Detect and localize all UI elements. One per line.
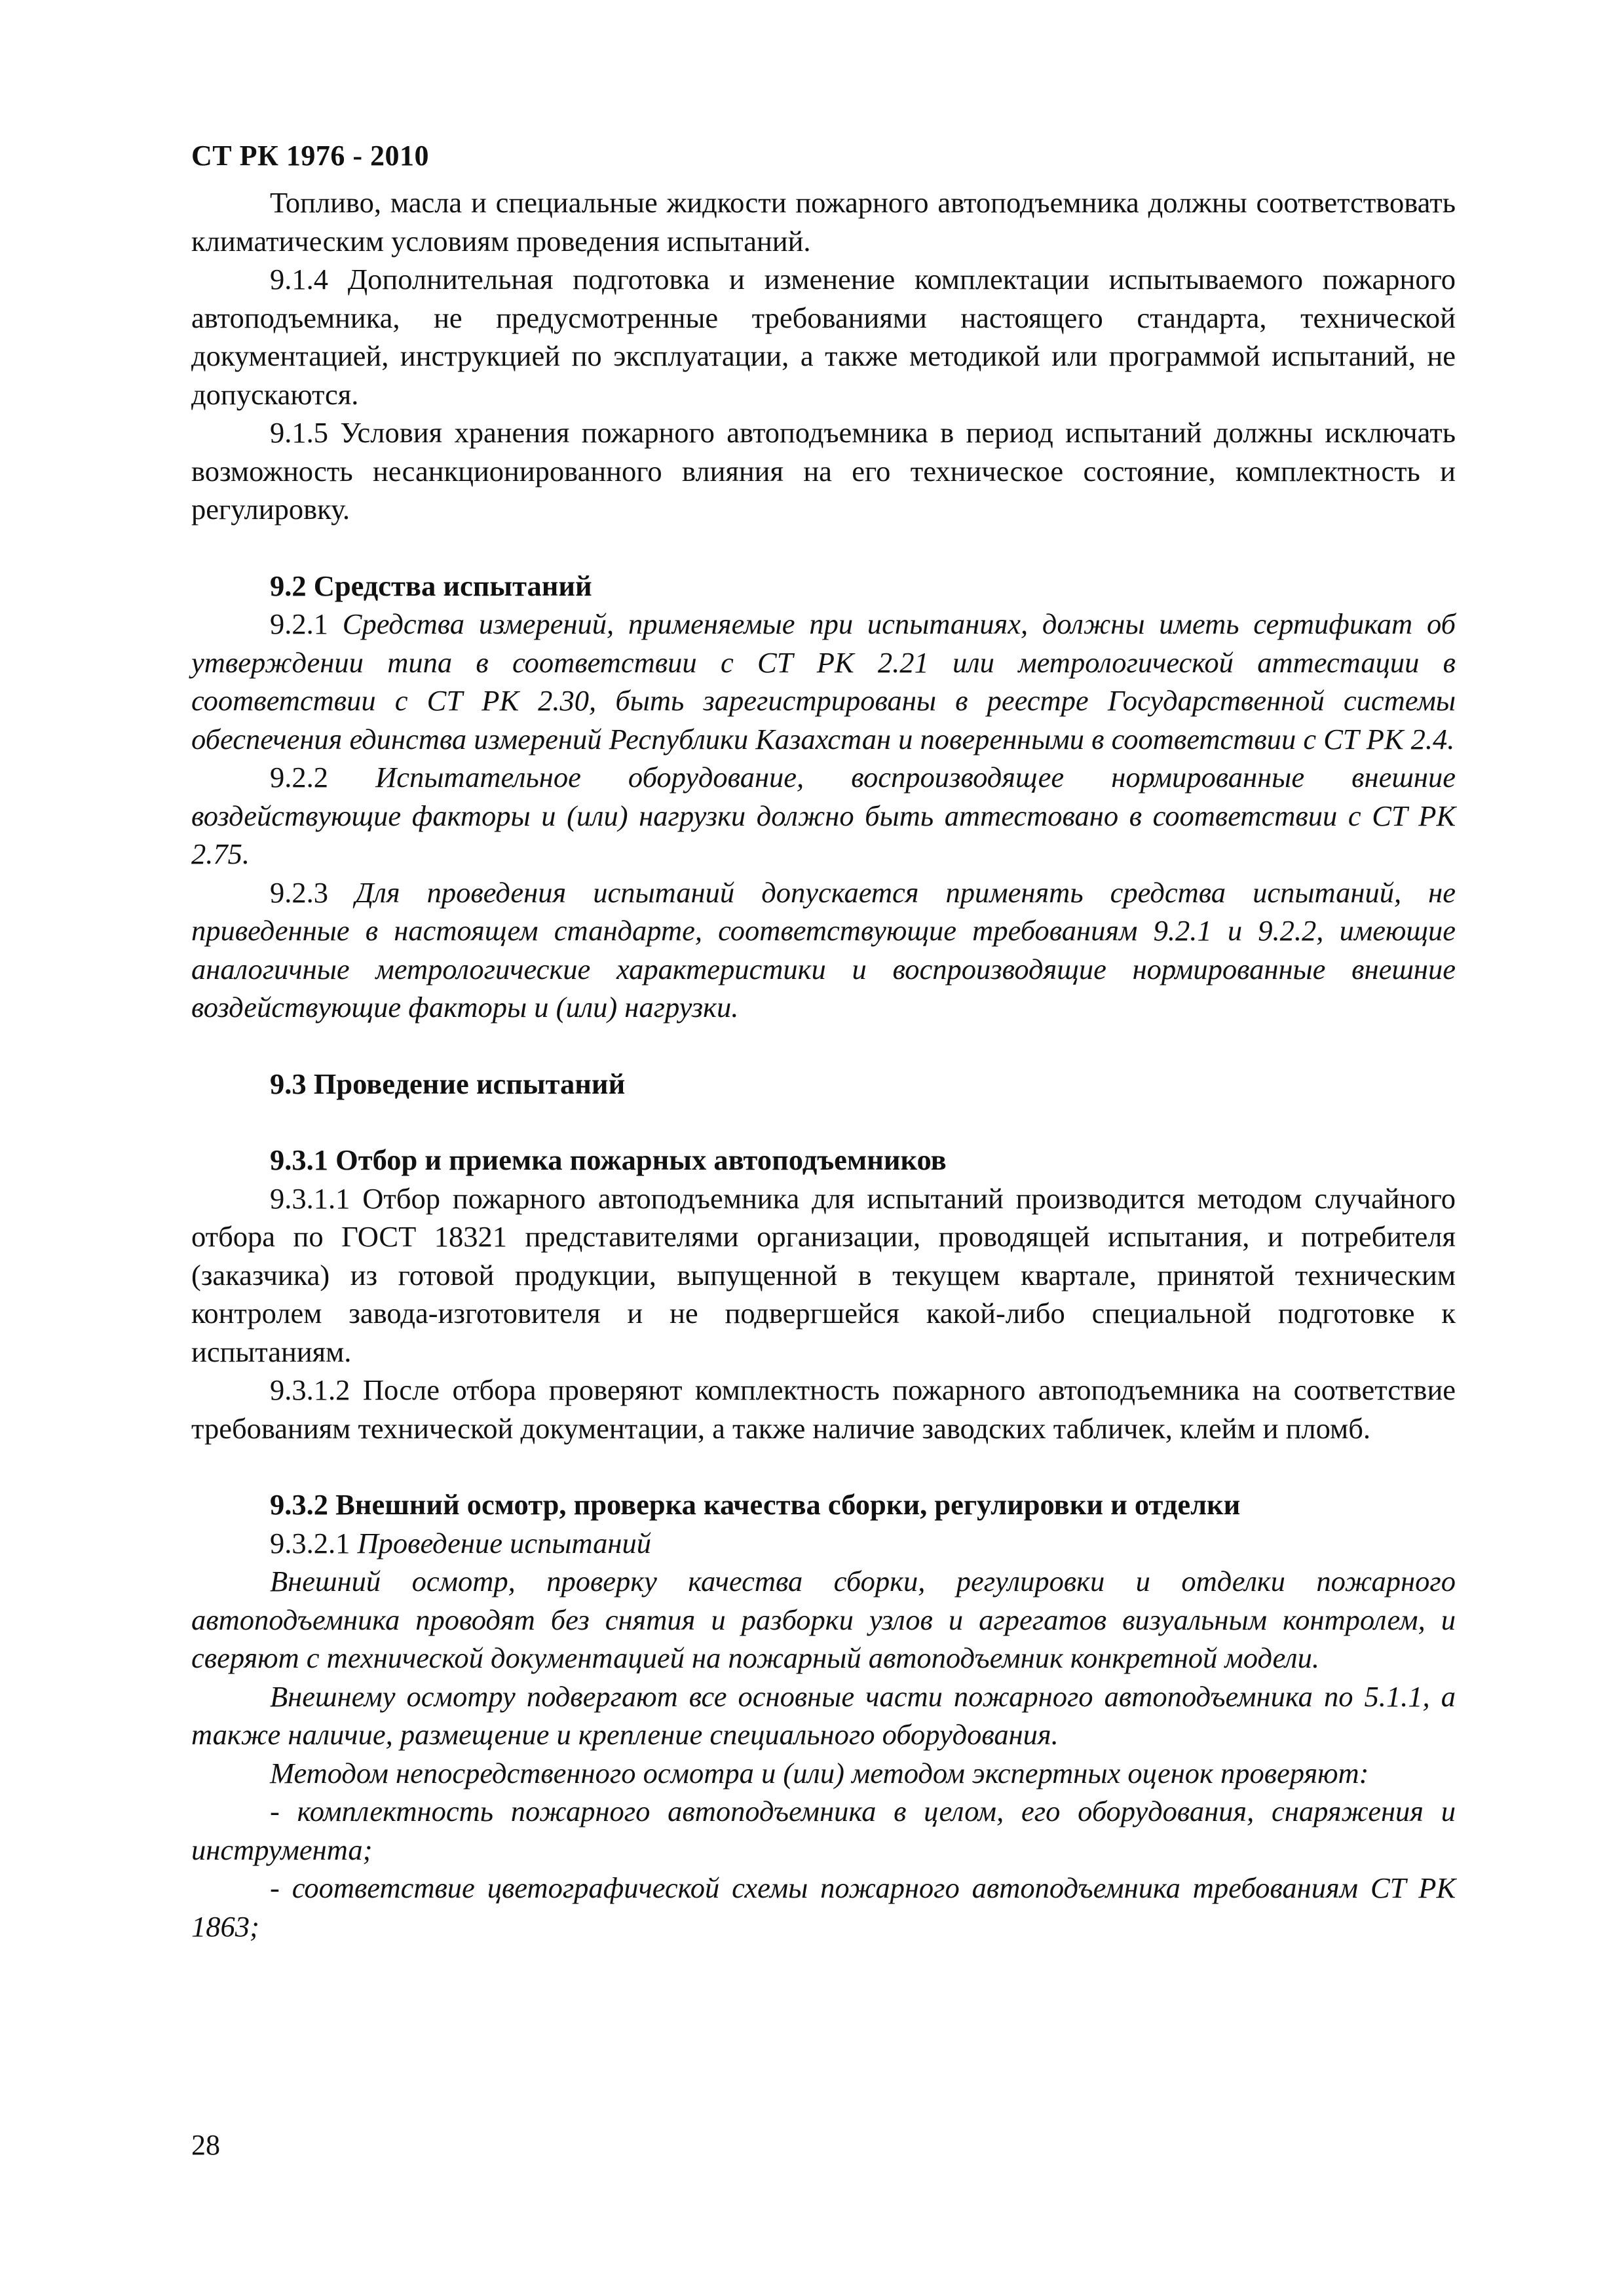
paragraph-9-3-1-1: [191, 1179, 1456, 1371]
clause-text: Для проведения испытаний допускается применять средства испытаний, не приведенные в настоящем стандарте, соответствующие требованиям 9.2.1 и 9.2.2, имеющие аналогичные метрологические характеристики и воспроизводящие нормированные внешние воздействующие факторы и (или) нагрузки.: [191, 875, 1456, 1024]
section-heading-9-3-2: 9.3.2 Внешний осмотр, проверка качества сборки, регулировки и отделки: [270, 1488, 1241, 1521]
paragraph-9-2-2: [191, 758, 1456, 873]
spacer: [191, 1027, 1456, 1065]
list-item-color-scheme: - соответствие цветографической схемы пожарного автоподъемника требованиям СТ РК 1863;: [191, 1871, 1456, 1943]
paragraph-9-1-5: [191, 413, 1456, 529]
clause-number: 9.1.5: [270, 416, 328, 449]
clause-text: После отбора проверяют комплектность пожарного автоподъемника на соответствие требованиям технической документации, а также наличие заводских табличек, клейм и пломб.: [191, 1373, 1456, 1445]
clause-text: Средства измерений, применяемые при испытаниях, должны иметь сертификат об утверждении типа в соответствии с СТ РК 2.21 или метрологической аттестации в соответствии с СТ РК 2.30, быть зарегистрированы в реестре Государственной системы обеспечения единства измерений Республики Казахстан и поверенными в соответствии с СТ РК 2.4.: [191, 607, 1456, 756]
paragraph-9-1-4: [191, 260, 1456, 413]
clause-text: Испытательное оборудование, воспроизводящее нормированные внешние воздействующие факторы и (или) нагрузки должно быть аттестовано в соответствии с СТ РК 2.75.: [191, 761, 1456, 870]
section-heading-9-2: 9.2 Средства испытаний: [270, 569, 592, 602]
spacer: [191, 529, 1456, 567]
clause-text: Отбор пожарного автоподъемника для испытаний производится методом случайного отбора по ГОСТ 18321 представителями организации, проводящей испытания, и потребителя (заказчика) из готовой продукции, выпущенной в текущем квартале, принятой техническим контролем завода-изготовителя и не подвергшейся какой-либо специальной подготовке к испытаниям.: [191, 1181, 1456, 1368]
paragraph-check-intro: Методом непосредственного осмотра и (или) методом экспертных оценок проверяют:: [270, 1756, 1369, 1789]
page-number: 28: [191, 2129, 220, 2161]
list-item-completeness: - комплектность пожарного автоподъемника в целом, его оборудования, снаряжения и инструмента;: [191, 1795, 1456, 1866]
section-heading-9-3: 9.3 Проведение испытаний: [270, 1067, 626, 1100]
paragraph-9-3-2-1: [191, 1524, 1456, 1563]
spacer: [191, 1103, 1456, 1141]
document-code-header: СТ РК 1976 - 2010: [191, 140, 430, 172]
paragraph-9-2-3: [191, 873, 1456, 1027]
clause-text: Дополнительная подготовка и изменение комплектации испытываемого пожарного автоподъемника, не предусмотренные требованиями настоящего стандарта, технической документацией, инструкцией по эксплуатации, а также методикой или программой испытаний, не допускаются.: [191, 263, 1456, 411]
clause-number: 9.3.2.1: [270, 1526, 350, 1559]
paragraph-fuel: Топливо, масла и специальные жидкости пожарного автоподъемника должны соответствовать климатическим условиям проведения испытаний.: [191, 186, 1456, 258]
paragraph-9-3-1-2: [191, 1371, 1456, 1447]
clause-number: 9.2.2: [270, 761, 328, 794]
spacer: [191, 1447, 1456, 1485]
clause-text: Проведение испытаний: [357, 1526, 651, 1559]
paragraph-inspection-method: Внешний осмотр, проверку качества сборки, регулировки и отделки пожарного автоподъемника проводят без снятия и разборки узлов и агрегатов визуальным контролем, и сверяют с технической документацией на пожарный автоподъемник конкретной модели.: [191, 1565, 1456, 1674]
section-heading-9-3-1: 9.3.1 Отбор и приемка пожарных автоподъемников: [270, 1143, 947, 1176]
paragraph-9-2-1: [191, 605, 1456, 758]
clause-number: 9.1.4: [270, 263, 328, 296]
clause-text: Условия хранения пожарного автоподъемника в период испытаний должны исключать возможность несанкционированного влияния на его техническое состояние, комплектность и регулировку.: [191, 416, 1456, 526]
paragraph-inspection-scope: Внешнему осмотру подвергают все основные части пожарного автоподъемника по 5.1.1, а также наличие, размещение и крепление специального оборудования.: [191, 1679, 1456, 1751]
clause-number: 9.2.1: [270, 607, 328, 640]
clause-number: 9.2.3: [270, 875, 328, 909]
document-body: [191, 183, 1456, 1945]
clause-number: 9.3.1.2: [270, 1373, 350, 1406]
clause-number: 9.3.1.1: [270, 1181, 350, 1215]
